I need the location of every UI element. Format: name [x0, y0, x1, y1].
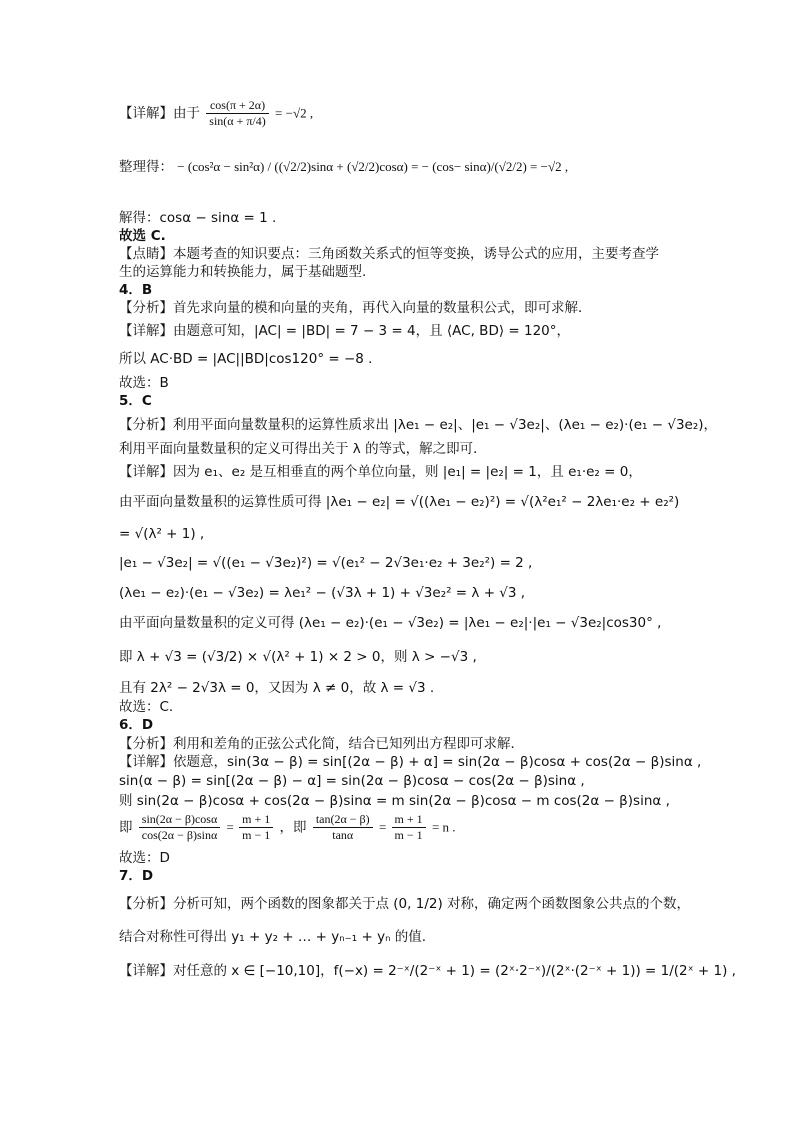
line-23: 故选：C. — [119, 699, 174, 715]
math-expr: = n . — [431, 819, 456, 835]
line-8: 【分析】首先求向量的模和向量的夹角，再代入向量的数量积公式，即可求解． — [119, 300, 592, 316]
line-18: |e₁ − √3e₂| = √((e₁ − √3e₂)²) = √(e₁² − 2√3e₁·e₂ + 3e₂²) = 2 , — [119, 555, 533, 571]
line-20: 由平面向量数量积的定义可得 (λe₁ − e₂)·(e₁ − √3e₂) = |λe₁ − e₂|·|e₁ − √3e₂|cos30° , — [119, 615, 662, 631]
label-detail: 【详解】由于 — [119, 105, 200, 122]
line-12: 5．C — [119, 393, 152, 409]
line-14: 利用平面向量数量积的定义可得出关于 λ 的等式，解之即可． — [119, 441, 487, 457]
fraction — [239, 812, 273, 843]
line-27: sin(α − β) = sin[(2α − β) − α] = sin(2α − β)cosα − cos(2α − β)sinα , — [119, 773, 585, 789]
line-9: 【详解】由题意可知，|AC| = |BD| = 7 − 3 = 4，且 ⟨AC, BD⟩ = 120°， — [119, 323, 571, 339]
line-13: 【分析】利用平面向量数量积的运算性质求出 |λe₁ − e₂|、|e₁ − √3e₂|、(λe₁ − e₂)·(e₁ − √3e₂)， — [119, 417, 718, 433]
numerator: m + 1 — [392, 812, 426, 828]
line-24: 6．D — [119, 717, 154, 733]
line-6: 生的运算能力和转换能力，属于基础题型. — [119, 264, 367, 280]
line-2 — [119, 158, 568, 176]
fraction — [392, 812, 426, 843]
denominator: tanα — [332, 828, 354, 842]
numerator: m + 1 — [239, 812, 273, 828]
line-32: 【分析】分析可知，两个函数的图象都关于点 (0, 1/2) 对称，确定两个函数图象公共点的个数， — [119, 896, 691, 912]
line-19: (λe₁ − e₂)·(e₁ − √3e₂) = λe₁² − (√3λ + 1) + √3e₂² = λ + √3 , — [119, 585, 526, 601]
line-17: = √(λ² + 1) , — [119, 526, 205, 542]
denominator: cos(2α − β)sinα — [141, 828, 218, 842]
fraction — [139, 812, 220, 843]
label-ie: ，即 — [279, 819, 307, 836]
line-22: 且有 2λ² − 2√3λ = 0，又因为 λ ≠ 0，故 λ = √3 . — [119, 680, 435, 696]
line-15: 【详解】因为 e₁、e₂ 是互相垂直的两个单位向量，则 |e₁| = |e₂| = 1，且 e₁·e₂ = 0， — [119, 464, 642, 480]
label-simplify: 整理得： — [119, 159, 173, 175]
fraction — [206, 98, 268, 129]
line-28: 则 sin(2α − β)cosα + cos(2α − β)sinα = m sin(2α − β)cosα − m cos(2α − β)sinα , — [119, 793, 670, 809]
numerator: cos(π + 2α) — [206, 98, 268, 114]
math-expr: = — [226, 819, 238, 835]
line-7: 4．B — [119, 282, 153, 298]
line-25: 【分析】利用和差角的正弦公式化简，结合已知列出方程即可求解． — [119, 736, 524, 752]
math-expr: − (cos²α − sin²α) / ((√2/2)sinα + (√2/2)cosα) = − (cos− sinα)/(√2/2) = −√2 , — [177, 159, 569, 174]
line-16: 由平面向量数量积的运算性质可得 |λe₁ − e₂| = √((λe₁ − e₂)²) = √(λ²e₁² − 2λe₁·e₂ + e₂²) — [119, 494, 680, 510]
line-26: 【详解】依题意，sin(3α − β) = sin[(2α − β) + α] = sin(2α − β)cosα + cos(2α − β)sinα , — [119, 754, 702, 770]
numerator: tan(2α − β) — [313, 812, 373, 828]
line-33: 结合对称性可得出 y₁ + y₂ + … + yₙ₋₁ + yₙ 的值. — [119, 929, 427, 945]
line-21: 即 λ + √3 = (√3/2) × √(λ² + 1) × 2 > 0，则 λ > −√3 , — [119, 649, 477, 665]
denominator: m − 1 — [394, 828, 423, 842]
denominator: sin(α + π/4) — [209, 114, 266, 128]
math-expr: = — [378, 819, 390, 835]
math-expr: = −√2 , — [275, 105, 314, 121]
label-ie: 即 — [119, 819, 133, 836]
fraction — [313, 812, 373, 843]
numerator: sin(2α − β)cosα — [139, 812, 220, 828]
line-4: 故选 C. — [119, 228, 166, 244]
line-31: 7．D — [119, 868, 154, 884]
line-29 — [119, 812, 456, 843]
line-34: 【详解】对任意的 x ∈ [−10,10]，f(−x) = 2⁻ˣ/(2⁻ˣ + 1) = (2ˣ·2⁻ˣ)/(2ˣ·(2⁻ˣ + 1)) = 1/(2ˣ + 1) , — [119, 963, 736, 979]
line-10: 所以 AC·BD = |AC||BD|cos120° = −8 . — [119, 351, 373, 367]
line-30: 故选：D — [119, 850, 170, 866]
line-5: 【点睛】本题考查的知识要点：三角函数关系式的恒等变换，诱导公式的应用，主要考查学 — [119, 246, 659, 262]
denominator: m − 1 — [242, 828, 271, 842]
line-11: 故选：B — [119, 375, 169, 391]
line-1 — [119, 98, 313, 129]
line-3: 解得：cosα − sinα = 1 . — [119, 210, 277, 226]
